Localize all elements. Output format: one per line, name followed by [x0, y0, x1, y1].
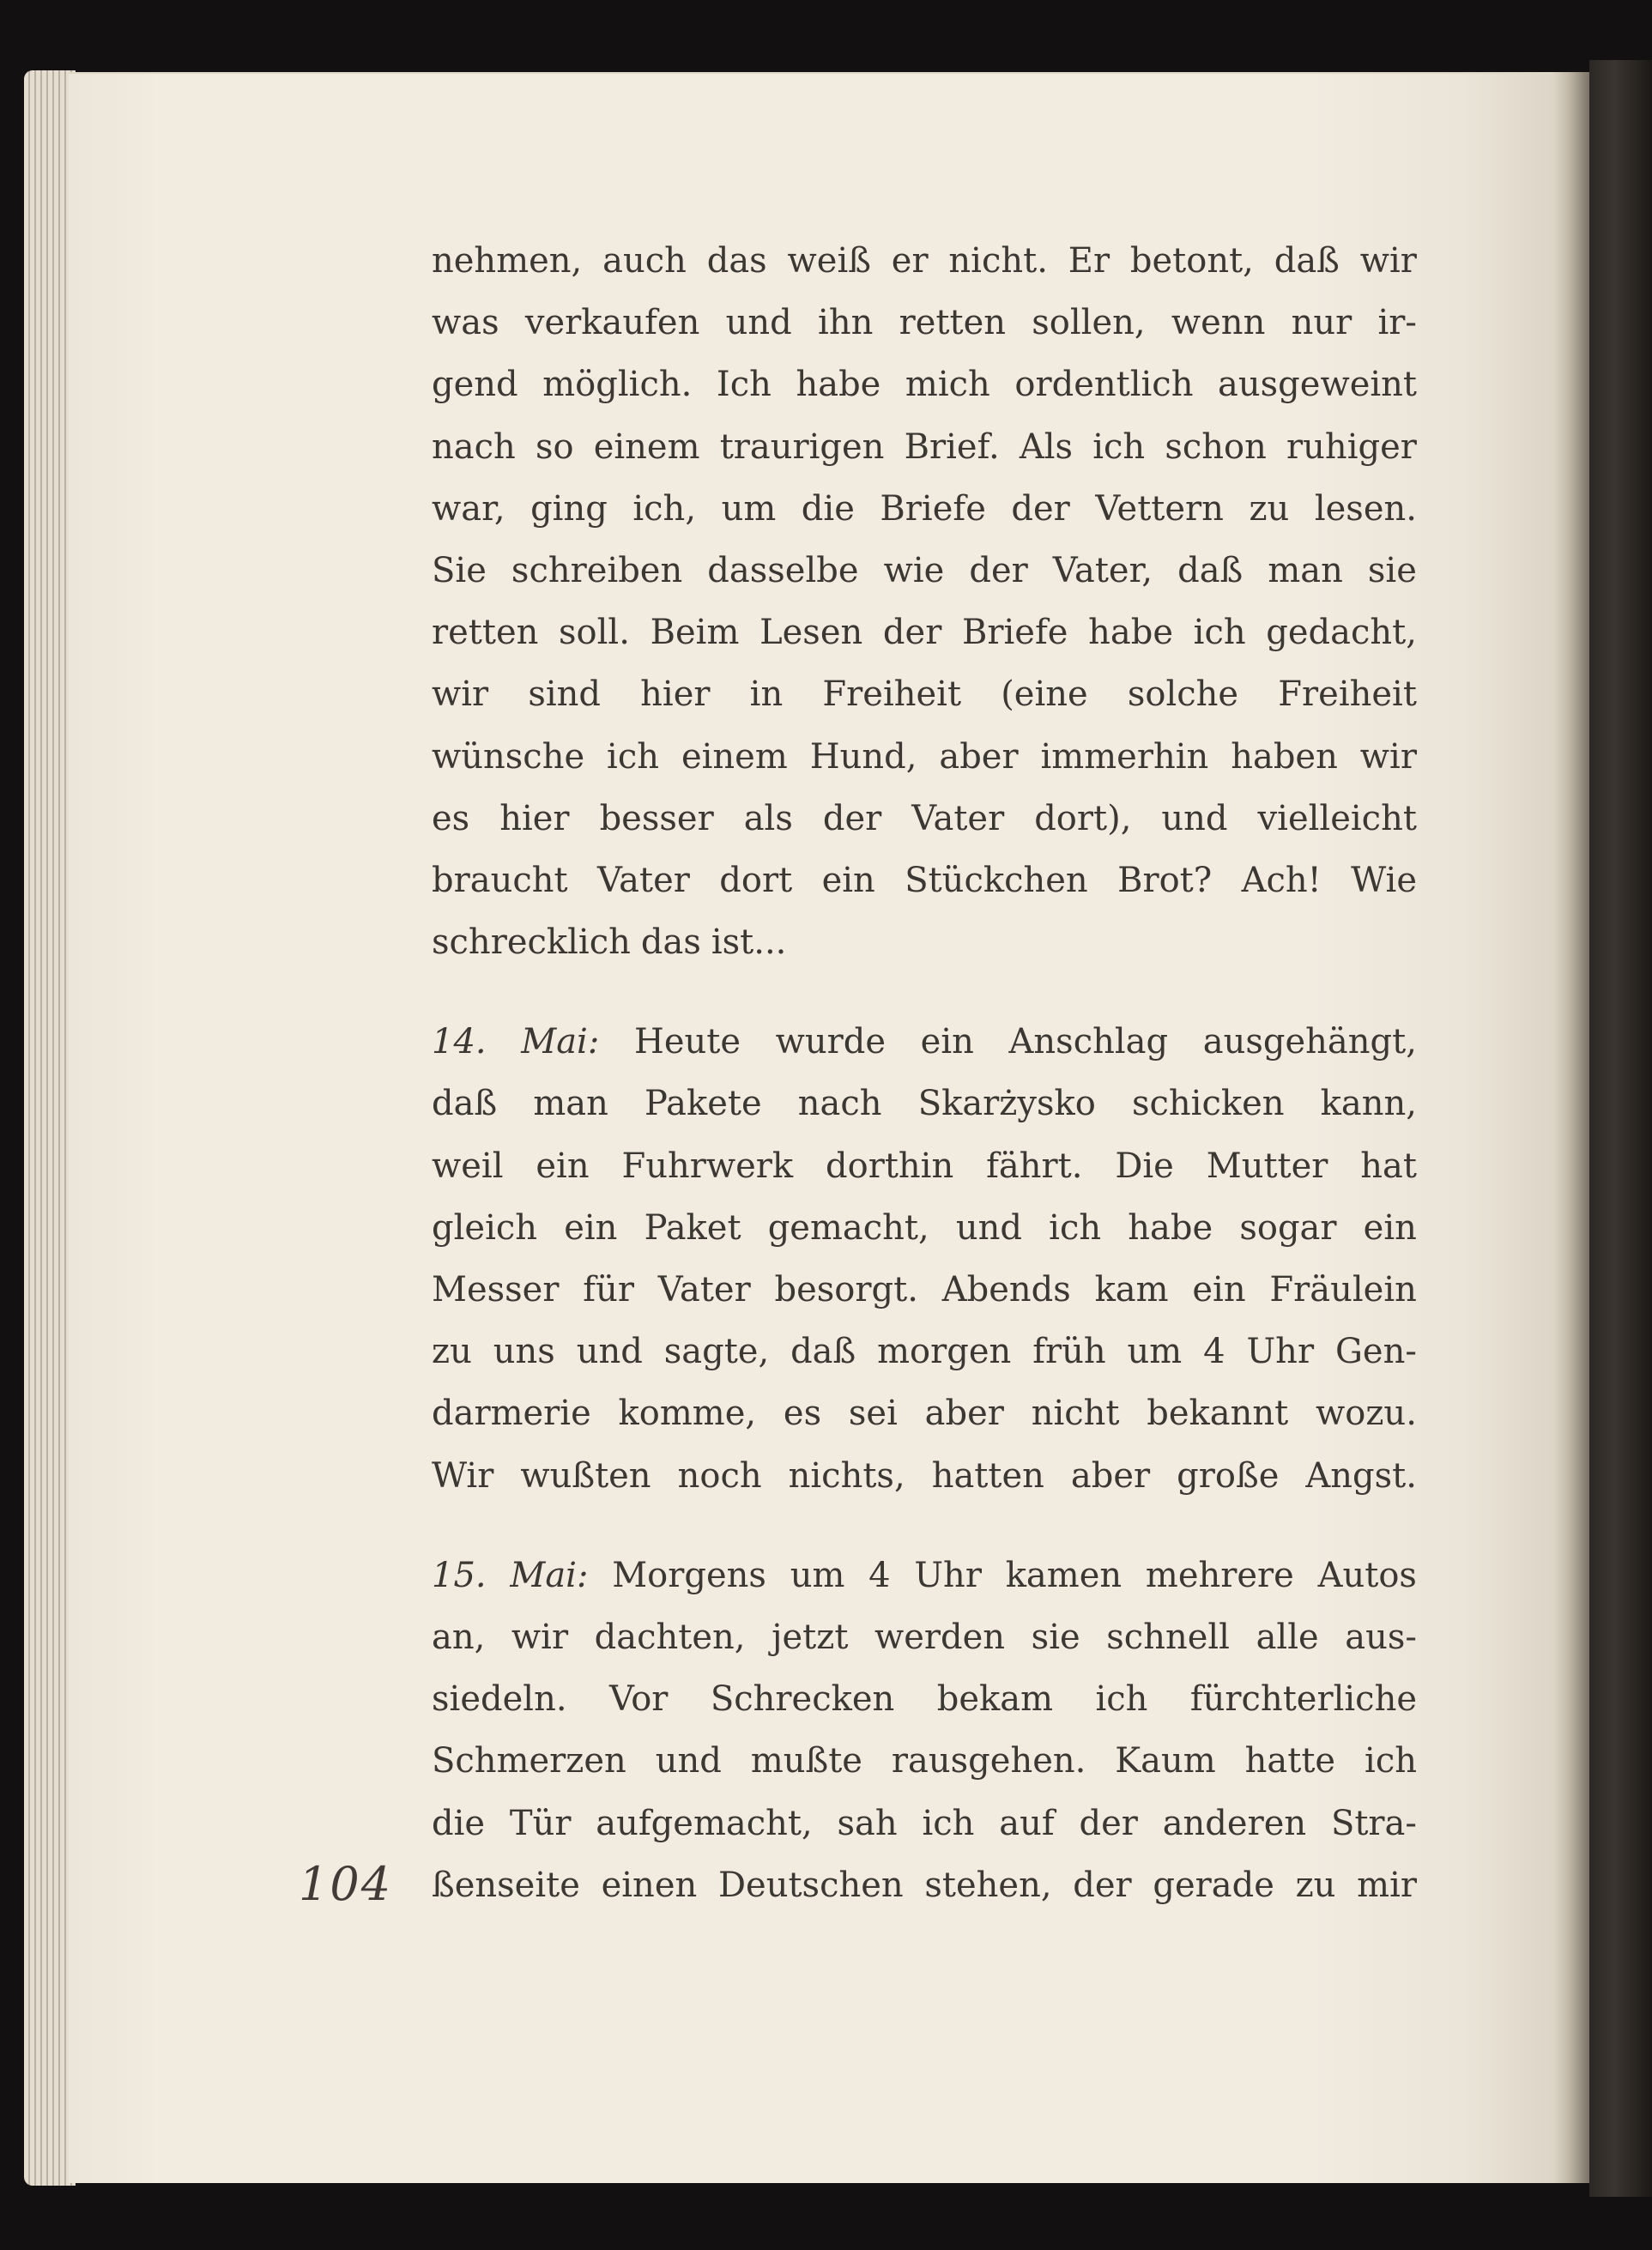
word: nehmen, — [432, 241, 583, 281]
word: haben — [1231, 736, 1338, 777]
word: ich — [1193, 613, 1246, 653]
word: verkaufen — [524, 303, 700, 343]
word: Heute — [633, 1022, 741, 1062]
word: dachten, — [594, 1617, 746, 1657]
word: und — [1161, 798, 1228, 838]
word: ein — [1192, 1270, 1246, 1309]
word: Die — [1115, 1146, 1174, 1186]
word: ich — [922, 1803, 975, 1843]
word: Als — [1019, 426, 1074, 467]
word: hatten — [931, 1455, 1044, 1496]
word: als — [743, 798, 793, 838]
word: hat — [1360, 1146, 1417, 1186]
word: die — [801, 488, 855, 529]
word: ich — [1095, 1679, 1148, 1720]
text-line — [432, 1197, 1417, 1259]
word: ir- — [1377, 303, 1417, 343]
word: mich — [905, 365, 990, 405]
word: nach — [432, 426, 516, 467]
word: auf — [999, 1803, 1055, 1843]
word: schicken — [1131, 1084, 1285, 1124]
word: Schmerzen — [432, 1741, 626, 1781]
word: es — [783, 1394, 822, 1434]
word: Tür — [509, 1803, 572, 1843]
word: und — [725, 303, 792, 343]
gutter-shadow — [1553, 72, 1589, 2183]
word: Abends — [941, 1270, 1071, 1309]
word: Vettern — [1095, 488, 1224, 529]
word: 4 — [1203, 1332, 1225, 1372]
word: nicht — [1031, 1394, 1120, 1434]
text-line — [432, 663, 1417, 725]
word: bekannt — [1147, 1394, 1289, 1434]
word: sagte, — [663, 1332, 770, 1372]
word: Kaum — [1115, 1741, 1216, 1781]
word: Pakete — [644, 1084, 762, 1124]
word: was — [432, 303, 499, 343]
word: Hund, — [809, 736, 917, 777]
word: daß — [790, 1332, 856, 1372]
word: schon — [1165, 426, 1267, 467]
paragraph — [432, 1011, 1417, 1507]
text-line — [432, 1445, 1417, 1507]
word: solche — [1127, 674, 1239, 715]
word: Ich — [716, 365, 772, 405]
page-number: 104 — [299, 1857, 393, 1911]
word: Ach! — [1241, 860, 1322, 900]
word: betont, — [1129, 241, 1254, 281]
word: früh — [1032, 1332, 1106, 1372]
word: Brief. — [904, 426, 1000, 467]
word: aufgemacht, — [596, 1803, 813, 1843]
word: um — [1127, 1332, 1183, 1372]
word: sah — [837, 1803, 898, 1843]
word: ich — [1049, 1207, 1102, 1248]
word: soll. — [559, 613, 630, 653]
word: dort — [719, 860, 793, 900]
word: und — [955, 1207, 1022, 1248]
word: einen — [601, 1865, 698, 1905]
word: aus- — [1345, 1617, 1417, 1657]
text-line — [432, 478, 1417, 540]
word: in — [749, 674, 784, 715]
word: ordentlich — [1014, 365, 1194, 405]
word: retten — [899, 303, 1007, 343]
word: Morgens — [612, 1555, 766, 1595]
text-line — [432, 602, 1417, 663]
word: dasselbe — [707, 550, 859, 590]
word: wozu. — [1316, 1394, 1417, 1434]
word: Vater — [596, 860, 690, 900]
word: der — [969, 550, 1028, 590]
word: ein — [536, 1146, 590, 1186]
text-line — [432, 726, 1417, 788]
word: es — [432, 798, 470, 838]
word: vielleicht — [1257, 798, 1417, 838]
word: retten — [432, 613, 539, 653]
text-line — [432, 1321, 1417, 1382]
page-edges — [24, 70, 76, 2186]
word: und — [655, 1741, 722, 1781]
word: das — [706, 241, 767, 281]
word: Beim — [650, 613, 740, 653]
word: ihn — [818, 303, 874, 343]
word: lesen. — [1314, 488, 1417, 529]
word: ich — [1365, 1741, 1417, 1781]
word: um — [790, 1555, 845, 1595]
word: so — [535, 426, 574, 467]
word: Schrecken — [710, 1679, 895, 1720]
word: mehrere — [1145, 1555, 1294, 1595]
word: für — [583, 1270, 634, 1309]
word: weil — [432, 1146, 504, 1186]
word: an, — [432, 1617, 486, 1657]
word: gedacht, — [1266, 613, 1417, 653]
word: darmerie — [432, 1394, 591, 1434]
word: kam — [1094, 1270, 1169, 1309]
word: möglich. — [542, 365, 693, 405]
word: wir — [1359, 241, 1417, 281]
paragraph — [432, 230, 1417, 973]
word: Stra- — [1330, 1803, 1417, 1843]
word: wünsche — [432, 736, 585, 777]
text-line — [432, 850, 1417, 911]
text-line — [432, 1606, 1417, 1668]
text-line — [432, 1382, 1417, 1444]
word: mußte — [750, 1741, 862, 1781]
word: werden — [874, 1617, 1006, 1657]
word: Freiheit — [1278, 674, 1417, 715]
word: dort), — [1034, 798, 1132, 838]
word: die — [432, 1803, 486, 1843]
word: ich, — [632, 488, 697, 529]
word: gerade — [1153, 1865, 1274, 1905]
facing-page-edge — [1589, 60, 1652, 2197]
text-line — [432, 1011, 1417, 1073]
word: war, — [432, 488, 505, 529]
word: hier — [640, 674, 711, 715]
word: der — [822, 798, 882, 838]
word: aber — [939, 736, 1019, 777]
text-line — [432, 292, 1417, 354]
word: daß — [1177, 550, 1244, 590]
word: besorgt. — [774, 1270, 918, 1309]
word: weiß — [787, 241, 871, 281]
word: ich — [607, 736, 660, 777]
word: bekam — [936, 1679, 1054, 1720]
word: dorthin — [826, 1146, 954, 1186]
word: aber — [924, 1394, 1004, 1434]
text-line — [432, 1854, 1417, 1916]
word: einem — [681, 736, 788, 777]
word: Messer — [432, 1270, 560, 1309]
word: ausgeweint — [1218, 365, 1417, 405]
word: der — [1079, 1803, 1138, 1843]
word: Brot? — [1117, 860, 1213, 900]
word: Vater — [657, 1270, 751, 1309]
word: man — [533, 1084, 608, 1124]
word: ausgehängt, — [1202, 1022, 1417, 1062]
word: er — [891, 241, 929, 281]
word: fürchterliche — [1189, 1679, 1417, 1720]
body-text — [432, 230, 1417, 1916]
word: hatte — [1244, 1741, 1336, 1781]
word: schreiben — [511, 550, 683, 590]
word: sie — [1031, 1617, 1080, 1657]
text-line — [432, 911, 1417, 973]
word: aber — [1070, 1455, 1151, 1496]
entry-date-word: 14. — [432, 1022, 487, 1062]
word: wußten — [520, 1455, 651, 1496]
word: Uhr — [914, 1555, 982, 1595]
word: Briefe — [880, 488, 986, 529]
word: hier — [499, 798, 570, 838]
word: auch — [602, 241, 687, 281]
word: einem — [593, 426, 700, 467]
entry-date-word: Mai: — [510, 1555, 589, 1595]
word: zu — [432, 1332, 472, 1372]
word: braucht — [432, 860, 568, 900]
word: nur — [1291, 303, 1352, 343]
word: zu — [1249, 488, 1290, 529]
word: gemacht, — [767, 1207, 929, 1248]
word: fährt. — [986, 1146, 1083, 1186]
word: Vater — [911, 798, 1005, 838]
word: Paket — [644, 1207, 741, 1248]
word: habe — [1128, 1207, 1213, 1248]
word: Autos — [1317, 1555, 1417, 1595]
word: Gen- — [1334, 1332, 1417, 1372]
word: der — [1011, 488, 1070, 529]
word: Er — [1068, 241, 1110, 281]
word: (eine — [1001, 674, 1088, 715]
word: Sie — [432, 550, 487, 590]
word: nichts, — [788, 1455, 905, 1496]
word: wir — [432, 674, 489, 715]
word: wenn — [1171, 303, 1266, 343]
text-line — [432, 1135, 1417, 1197]
word: Fräulein — [1269, 1270, 1417, 1309]
word: morgen — [877, 1332, 1012, 1372]
word: nach — [797, 1084, 882, 1124]
word: noch — [677, 1455, 762, 1496]
word: Wie — [1351, 860, 1417, 900]
word: gend — [432, 365, 518, 405]
entry-date-word: 15. — [432, 1555, 487, 1595]
word: ging — [530, 488, 608, 529]
word: wurde — [775, 1022, 887, 1062]
word: Wir — [432, 1455, 494, 1496]
word: schrecklich — [432, 922, 631, 963]
word: der — [882, 613, 942, 653]
word: Anschlag — [1008, 1022, 1169, 1062]
word: zu — [1295, 1865, 1336, 1905]
entry-date-word: Mai: — [521, 1022, 600, 1062]
word: ßenseite — [432, 1865, 580, 1905]
word: immerhin — [1040, 736, 1209, 777]
word: uns — [493, 1332, 555, 1372]
word: daß — [1274, 241, 1340, 281]
word: Mutter — [1206, 1146, 1328, 1186]
word: habe — [796, 365, 881, 405]
word: Lesen — [759, 613, 863, 653]
word: anderen — [1162, 1803, 1307, 1843]
word: das — [640, 922, 701, 963]
text-line — [432, 1793, 1417, 1854]
word: ein — [920, 1022, 974, 1062]
word: daß — [432, 1084, 498, 1124]
word: um — [721, 488, 777, 529]
word: besser — [599, 798, 714, 838]
word: Skarżysko — [917, 1084, 1096, 1124]
word: kann, — [1320, 1084, 1417, 1124]
word: Fuhrwerk — [621, 1146, 794, 1186]
word: sie — [1367, 550, 1417, 590]
word: wir — [1359, 736, 1417, 777]
word: wie — [883, 550, 945, 590]
word: traurigen — [719, 426, 885, 467]
word: mir — [1357, 1865, 1417, 1905]
text-line — [432, 230, 1417, 292]
word: siedeln. — [432, 1679, 567, 1720]
word: sei — [848, 1394, 898, 1434]
word: Freiheit — [822, 674, 962, 715]
word: Uhr — [1246, 1332, 1315, 1372]
word: kamen — [1005, 1555, 1123, 1595]
word: gleich — [432, 1207, 538, 1248]
word: große — [1177, 1455, 1280, 1496]
word: Briefe — [961, 613, 1068, 653]
word: ein — [821, 860, 875, 900]
word: ein — [564, 1207, 618, 1248]
text-line — [432, 1073, 1417, 1134]
text-line — [432, 1730, 1417, 1792]
word: der — [1073, 1865, 1132, 1905]
word: Vater, — [1052, 550, 1153, 590]
word: nicht. — [948, 241, 1048, 281]
word: habe — [1088, 613, 1173, 653]
word: Deutschen — [717, 1865, 904, 1905]
word: ein — [1363, 1207, 1417, 1248]
text-line — [432, 788, 1417, 850]
word: ich — [1092, 426, 1146, 467]
word: alle — [1256, 1617, 1319, 1657]
word: rausgehen. — [891, 1741, 1086, 1781]
word: wir — [511, 1617, 569, 1657]
word: Vor — [608, 1679, 669, 1720]
word: Stückchen — [905, 860, 1088, 900]
word: sind — [528, 674, 601, 715]
text-line — [432, 1259, 1417, 1321]
word: sollen, — [1032, 303, 1146, 343]
word: schnell — [1106, 1617, 1230, 1657]
word: und — [576, 1332, 643, 1372]
text-line — [432, 416, 1417, 478]
word: komme, — [618, 1394, 757, 1434]
paragraph — [432, 1545, 1417, 1916]
word: sogar — [1239, 1207, 1337, 1248]
word: 4 — [868, 1555, 891, 1595]
word: man — [1268, 550, 1343, 590]
text-line — [432, 1668, 1417, 1730]
text-line — [432, 1545, 1417, 1606]
text-line — [432, 354, 1417, 415]
text-line — [432, 540, 1417, 602]
word: jetzt — [772, 1617, 849, 1657]
word: ist... — [711, 922, 787, 963]
word: stehen, — [924, 1865, 1052, 1905]
word: ruhiger — [1286, 426, 1417, 467]
word: Angst. — [1305, 1455, 1417, 1496]
